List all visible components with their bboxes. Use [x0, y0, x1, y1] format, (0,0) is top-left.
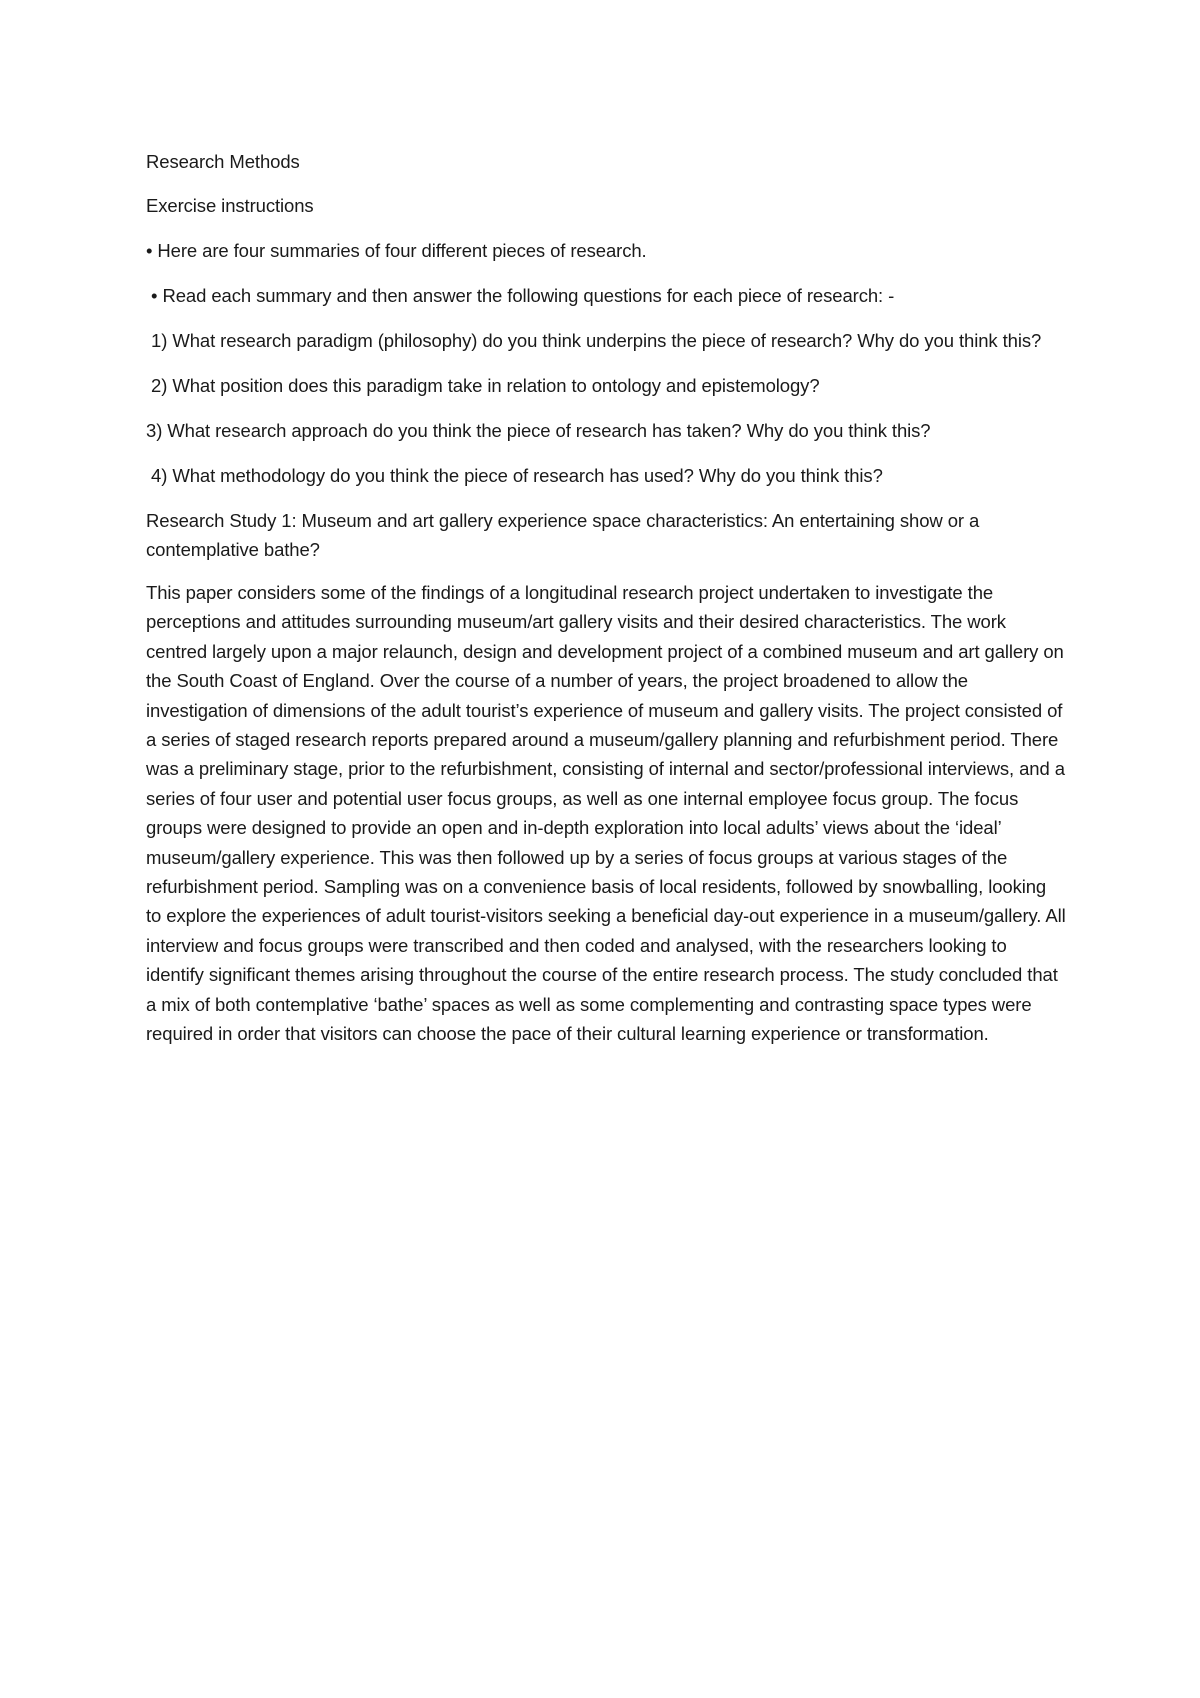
bullet-item-2: • Read each summary and then answer the following questions for each piece of research: -	[146, 285, 895, 306]
bullet-item-1: • Here are four summaries of four different pieces of research.	[146, 240, 647, 261]
question-2: 2) What position does this paradigm take in relation to ontology and epistemology?	[146, 375, 820, 396]
study-title: Research Study 1: Museum and art gallery experience space characteristics: An entertaining show or a contemplative bathe?	[146, 510, 985, 560]
question-4: 4) What methodology do you think the piece of research has used? Why do you think this?	[146, 465, 883, 486]
document-content	[146, 147, 1071, 1049]
question-1: 1) What research paradigm (philosophy) do you think underpins the piece of research? Why do you think this?	[146, 330, 1042, 351]
study-body: This paper considers some of the findings of a longitudinal research project undertaken to investigate the perceptions and attitudes surrounding museum/art gallery visits and their desired characteristics. The work centred largely upon a major relaunch, design and development project of a combined museum and art gallery on the South Coast of England. Over the course of a number of years, the project broadened to allow the investigation of dimensions of the adult tourist’s experience of museum and gallery visits. The project consisted of a series of staged research reports prepared around a museum/gallery planning and refurbishment period. There was a preliminary stage, prior to the refurbishment, consisting of internal and sector/professional interviews, and a series of four user and potential user focus groups, as well as one internal employee focus group. The focus groups were designed to provide an open and in-depth exploration into local adults’ views about the ‘ideal’ museum/gallery experience. This was then followed up by a series of focus groups at various stages of the refurbishment period. Sampling was on a convenience basis of local residents, followed by snowballing, looking to explore the experiences of adult tourist-visitors seeking a beneficial day-out experience in a museum/gallery. All interview and focus groups were transcribed and then coded and analysed, with the researchers looking to identify significant themes arising throughout the course of the entire research process. The study concluded that a mix of both contemplative ‘bathe’ spaces as well as some complementing and contrasting space types were required in order that visitors can choose the pace of their cultural learning experience or transformation.	[146, 582, 1071, 1045]
document-title: Research Methods	[146, 151, 300, 172]
exercise-instructions-heading: Exercise instructions	[146, 195, 314, 216]
question-3: 3) What research approach do you think the piece of research has taken? Why do you think this?	[146, 420, 931, 441]
